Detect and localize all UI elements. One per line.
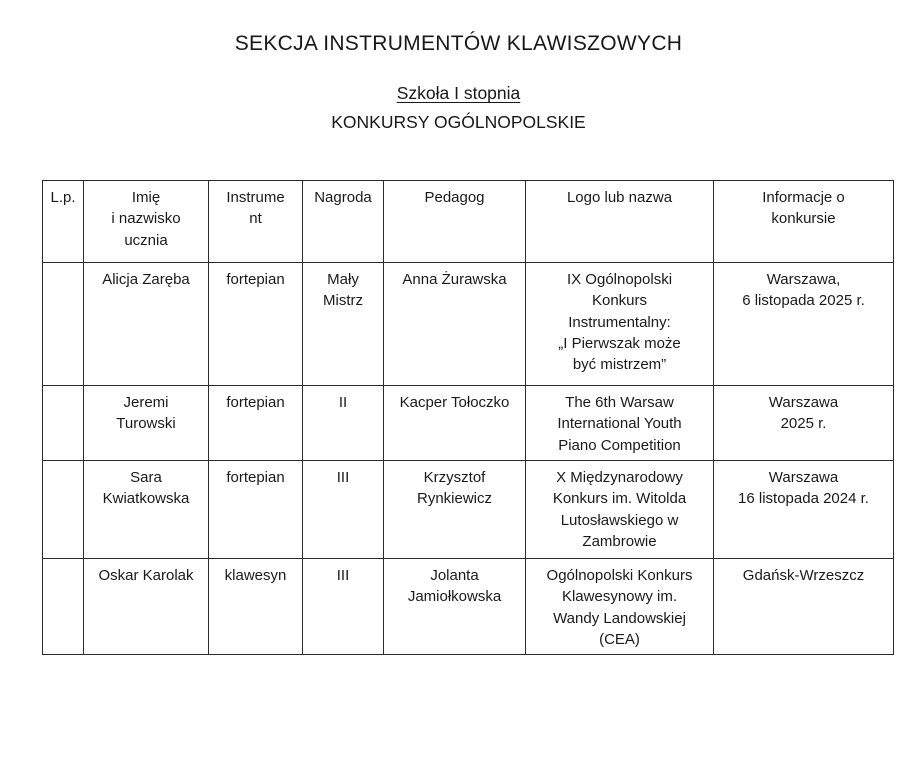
cell-award: III bbox=[303, 461, 384, 559]
cell-student: Alicja Zaręba bbox=[84, 263, 209, 386]
cell-student: Sara Kwiatkowska bbox=[84, 461, 209, 559]
column-header-award: Nagroda bbox=[303, 181, 384, 263]
cell-info: Gdańsk-Wrzeszcz bbox=[714, 559, 894, 655]
results-table bbox=[42, 180, 894, 655]
cell-info: Warszawa, 6 listopada 2025 r. bbox=[714, 263, 894, 386]
cell-lp bbox=[43, 559, 84, 655]
cell-teacher: Krzysztof Rynkiewicz bbox=[384, 461, 526, 559]
document-headings bbox=[0, 0, 917, 135]
cell-lp bbox=[43, 461, 84, 559]
column-header-lp: L.p. bbox=[43, 181, 84, 263]
cell-competition: Ogólnopolski Konkurs Klawesynowy im. Wandy Landowskiej (CEA) bbox=[526, 559, 714, 655]
cell-instrument: klawesyn bbox=[209, 559, 303, 655]
cell-competition: IX Ogólnopolski Konkurs Instrumentalny: „I Pierwszak może być mistrzem” bbox=[526, 263, 714, 386]
cell-student: Jeremi Turowski bbox=[84, 386, 209, 461]
cell-competition: X Międzynarodowy Konkurs im. Witolda Lutosławskiego w Zambrowie bbox=[526, 461, 714, 559]
cell-teacher: Kacper Tołoczko bbox=[384, 386, 526, 461]
cell-teacher: Jolanta Jamiołkowska bbox=[384, 559, 526, 655]
cell-info: Warszawa 16 listopada 2024 r. bbox=[714, 461, 894, 559]
column-header-student: Imię i nazwisko ucznia bbox=[84, 181, 209, 263]
column-header-instrument: Instrume nt bbox=[209, 181, 303, 263]
cell-instrument: fortepian bbox=[209, 263, 303, 386]
subtitle-school-level: Szkoła I stopnia bbox=[396, 83, 521, 104]
cell-lp bbox=[43, 263, 84, 386]
cell-award: III bbox=[303, 559, 384, 655]
column-header-competition: Logo lub nazwa bbox=[526, 181, 714, 263]
column-header-teacher: Pedagog bbox=[384, 181, 526, 263]
table-row bbox=[43, 461, 894, 559]
cell-student: Oskar Karolak bbox=[84, 559, 209, 655]
cell-instrument: fortepian bbox=[209, 386, 303, 461]
table-row bbox=[43, 559, 894, 655]
cell-competition: The 6th Warsaw International Youth Piano Competition bbox=[526, 386, 714, 461]
cell-award: Mały Mistrz bbox=[303, 263, 384, 386]
column-header-info: Informacje o konkursie bbox=[714, 181, 894, 263]
cell-info: Warszawa 2025 r. bbox=[714, 386, 894, 461]
results-table-wrapper bbox=[42, 180, 893, 655]
table-row bbox=[43, 263, 894, 386]
page-title: SEKCJA INSTRUMENTÓW KLAWISZOWYCH bbox=[234, 32, 683, 55]
cell-award: II bbox=[303, 386, 384, 461]
cell-teacher: Anna Żurawska bbox=[384, 263, 526, 386]
subtitle-competition-scope: KONKURSY OGÓLNOPOLSKIE bbox=[331, 111, 586, 132]
cell-lp bbox=[43, 386, 84, 461]
results-table-body bbox=[43, 181, 894, 655]
table-header-row bbox=[43, 181, 894, 263]
table-row bbox=[43, 386, 894, 461]
cell-instrument: fortepian bbox=[209, 461, 303, 559]
subtitle-block bbox=[0, 82, 917, 135]
